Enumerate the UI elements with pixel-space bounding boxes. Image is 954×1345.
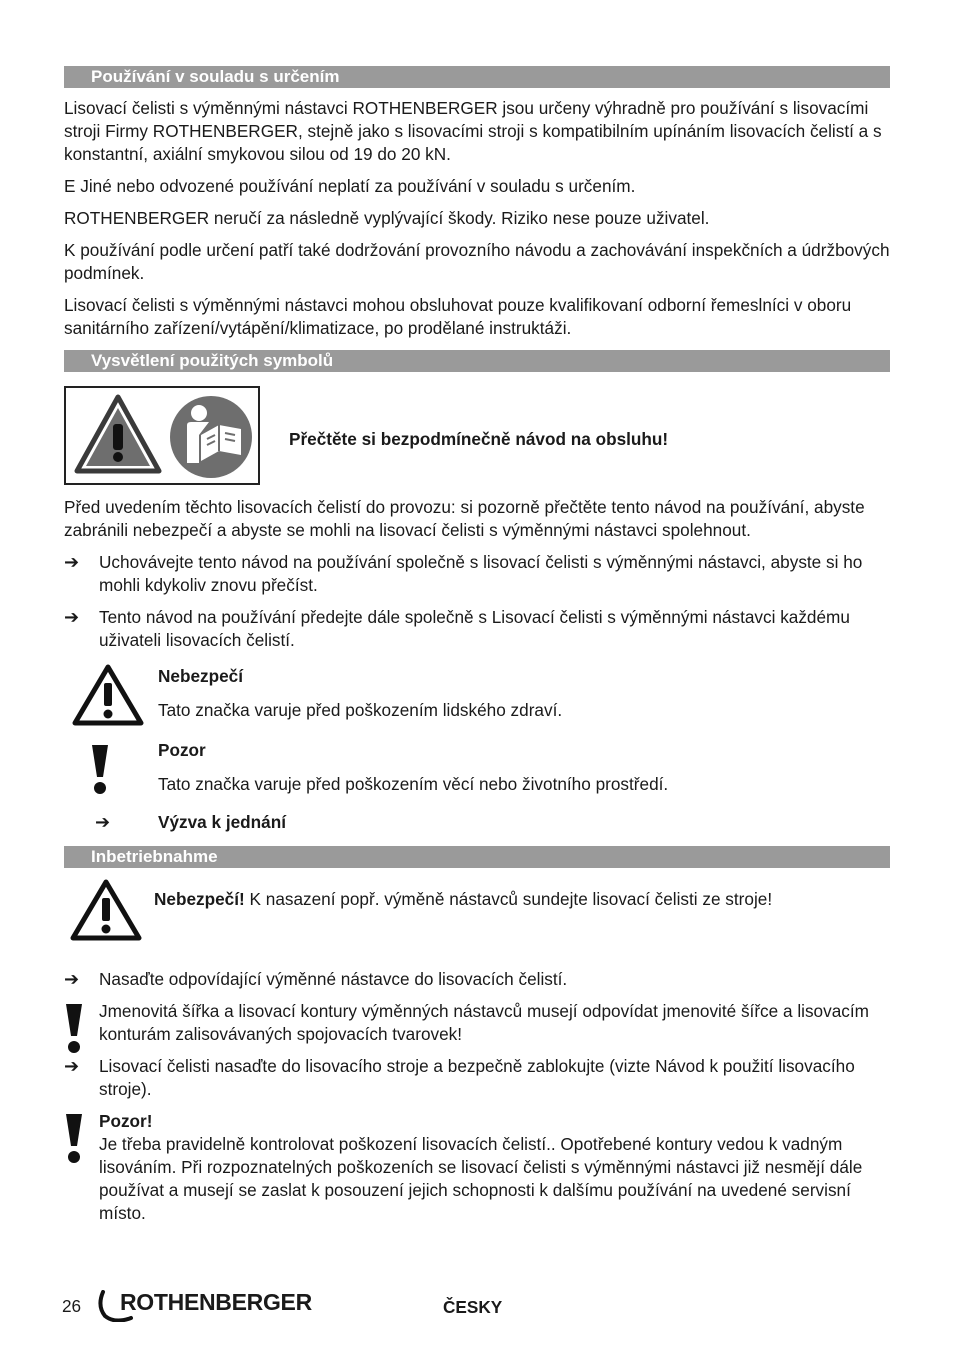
paragraph: Lisovací čelisti s výměnnými nástavci ROTHENBERGER jsou určeny výhradně pro používání s lisovacími stroji Firmy ROTHENBERGER, stejně jako s lisovacími stroji s kompatibilním upínáním lisovacích čelistí a s konstantní, axiální smykovou silou od 19 do 20 kN.	[64, 98, 882, 164]
arrow-right-icon: ➔	[64, 607, 80, 627]
danger-title: Nebezpečí	[158, 666, 244, 686]
caution-text: Tato značka varuje před poškozením věcí nebo životního prostředí.	[158, 774, 669, 794]
danger-text: Tato značka varuje před poškozením lidského zdraví.	[158, 700, 563, 720]
bullet-text: Lisovací čelisti nasaďte do lisovacího stroje a bezpečně zablokujte (vizte Návod k použití lisovacího stroje).	[99, 1056, 855, 1099]
exclamation-icon	[62, 1002, 86, 1054]
bullet-text: Tento návod na používání předejte dále společně s Lisovací čelisti s výměnnými nástavci každému uživateli lisovacích čelistí.	[99, 607, 850, 650]
paragraph: Lisovací čelisti s výměnnými nástavci mohou obsluhovat pouze kvalifikovaní odborní řemeslníci v oboru sanitárního zařízení/vytápění/klimatizace, po prodělané instruktáži.	[64, 295, 852, 338]
bullet-text: Uchovávejte tento návod na používání společně s lisovací čelisti s výměnnými nástavci, abyste si ho mohli kdykoliv znovu přečíst.	[99, 552, 863, 595]
exclamation-icon	[88, 743, 112, 795]
page-number: 26	[62, 1296, 82, 1316]
action-title: Výzva k jednání	[158, 812, 287, 832]
section-title: Používání v souladu s určením	[91, 67, 340, 86]
warning-triangle-icon	[72, 664, 144, 726]
paragraph: K používání podle určení patří také dodržování provozního návodu a zachovávání inspekčních a údržbových podmínek.	[64, 240, 890, 283]
arrow-right-icon: ➔	[95, 812, 111, 832]
section-header-commissioning	[64, 846, 890, 868]
arrow-right-icon: ➔	[64, 552, 80, 572]
arrow-right-icon: ➔	[64, 969, 80, 989]
section-header-symbols	[64, 350, 890, 372]
caution-title: Pozor!	[99, 1111, 153, 1131]
section-header-intended-use	[64, 66, 890, 88]
paragraph: Před uvedením těchto lisovacích čelistí do provozu: si pozorně přečtěte tento návod na používání, abyste zabránili nebezpečí a abyste se mohli na lisovací čelisti s výměnnými nástavci spolehnout.	[64, 497, 865, 540]
bullet-text: Nasaďte odpovídající výměnné nástavce do lisovacích čelistí.	[99, 969, 568, 989]
section-title: Vysvětlení použitých symbolů	[91, 351, 334, 370]
warning-triangle-icon	[70, 879, 142, 941]
caution-text: Je třeba pravidelně kontrolovat poškození lisovacích čelistí.. Opotřebené kontury vedou k vadným lisováním. Při rozpoznatelných poškozeních se lisovací čelisti s výměnnými nástavci již nesmějí dále používat a musejí se zaslat k posouzení jejich schopnosti k dalšímu používání na uvedené servisní místo.	[99, 1134, 863, 1223]
commissioning-danger	[154, 888, 772, 911]
read-manual-icon	[169, 395, 253, 479]
warning-text: Jmenovitá šířka a lisovací kontury výměnných nástavců musejí odpovídat jmenovité šířce a lisovacím konturám zalisovávaných spojovacích tvarovek!	[99, 1001, 869, 1044]
paragraph: E Jiné nebo odvozené používání neplatí za používání v souladu s určením.	[64, 176, 636, 196]
caution-title: Pozor	[158, 740, 206, 760]
paragraph: ROTHENBERGER neručí za následně vyplývající škody. Riziko nese pouze uživatel.	[64, 208, 710, 228]
brand-logo	[95, 1287, 335, 1323]
exclamation-icon	[62, 1112, 86, 1164]
read-manual-text: Přečtěte si bezpodmínečně návod na obsluhu!	[289, 429, 669, 449]
symbols-box	[64, 386, 260, 485]
language-label: ČESKY	[443, 1297, 503, 1317]
arrow-right-icon: ➔	[64, 1056, 80, 1076]
danger-label: Nebezpečí!	[154, 889, 245, 909]
warning-triangle-icon	[74, 394, 162, 474]
danger-text: K nasazení popř. výměně nástavců sundejte lisovací čelisti ze stroje!	[244, 889, 773, 909]
brand-name: ROTHENBERGER	[120, 1289, 312, 1315]
section-title: Inbetriebnahme	[91, 847, 218, 866]
